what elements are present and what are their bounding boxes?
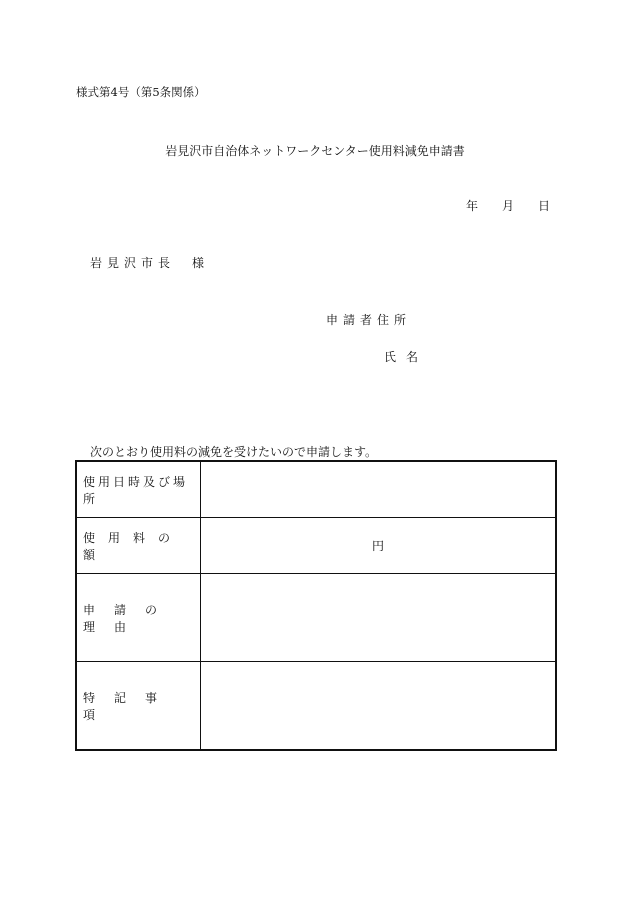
date-month-label: 月 (502, 199, 515, 213)
special-notes-label: 特記事項 (77, 662, 201, 749)
date-line (466, 197, 550, 214)
usage-datetime-place-label: 使用日時及び場所 (77, 462, 201, 518)
fee-amount-label: 使用料の額 (77, 518, 201, 574)
applicant-address-label: 申請者住所 (326, 313, 412, 327)
application-reason-label: 申請の理由 (77, 574, 201, 662)
applicant-name-label: 氏名 (384, 350, 429, 364)
application-form-table (75, 460, 557, 751)
addressee: 岩見沢市長 様 (90, 256, 210, 270)
date-day-label: 日 (538, 199, 551, 213)
form-number: 様式第4号（第5条関係） (76, 85, 206, 99)
usage-datetime-place-field[interactable] (201, 462, 555, 518)
special-notes-field[interactable] (201, 662, 555, 749)
fee-amount-field[interactable]: 円 (201, 518, 555, 574)
application-statement: 次のとおり使用料の減免を受けたいので申請します。 (90, 445, 378, 459)
application-reason-field[interactable] (201, 574, 555, 662)
date-year-label: 年 (466, 199, 479, 213)
document-title: 岩見沢市自治体ネットワークセンター使用料減免申請書 (165, 144, 465, 158)
